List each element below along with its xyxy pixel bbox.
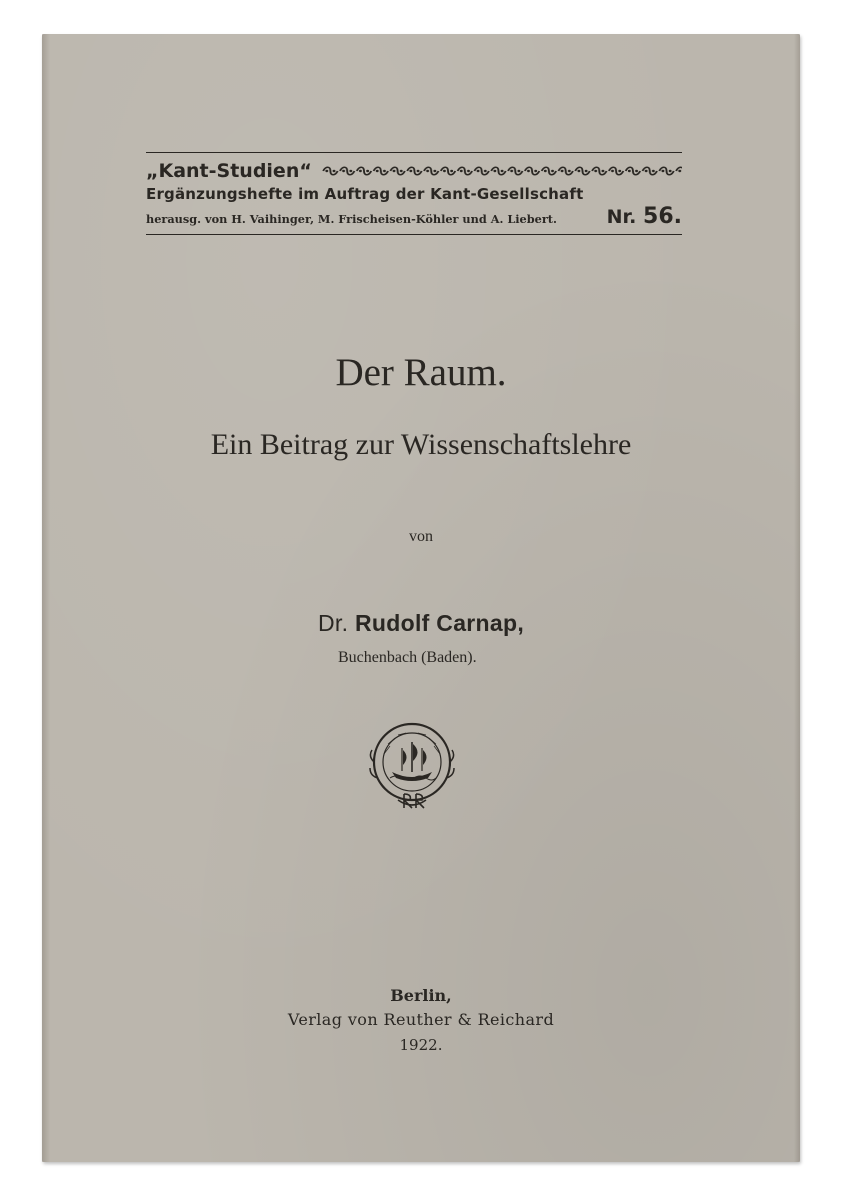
book-title: Der Raum. [335, 351, 507, 394]
by-line: von [409, 528, 433, 545]
book-cover [42, 34, 800, 1162]
book-subtitle: Ein Beitrag zur Wissenschaftslehre [210, 428, 632, 461]
imprint-year: 1922. [399, 1036, 443, 1054]
series-editors-row [146, 204, 682, 229]
author-title: Dr. [317, 610, 349, 636]
imprint-publisher: Verlag von Reuther & Reichard [287, 1010, 555, 1029]
author-name: Rudolf Carnap, [354, 610, 525, 636]
series-subtitle: Ergänzungshefte im Auftrag der Kant-Gesellschaft [146, 185, 584, 203]
series-title-row [146, 160, 682, 182]
ornament-band-icon [322, 165, 682, 177]
author [42, 610, 800, 637]
series-top-rule [146, 152, 682, 153]
author-place: Buchenbach (Baden). [338, 649, 477, 666]
imprint-city: Berlin, [390, 986, 452, 1005]
series-header [146, 152, 682, 235]
series-number [607, 204, 682, 229]
series-bottom-rule [146, 234, 682, 235]
series-name: „Kant-Studien“ [146, 160, 312, 182]
series-number-prefix: Nr. [606, 206, 637, 228]
ship-emblem-icon [362, 716, 462, 816]
series-editors: herausg. von H. Vaihinger, M. Frischeisen-Köhler und A. Liebert. [146, 212, 557, 226]
series-number-value: 56. [643, 204, 682, 229]
